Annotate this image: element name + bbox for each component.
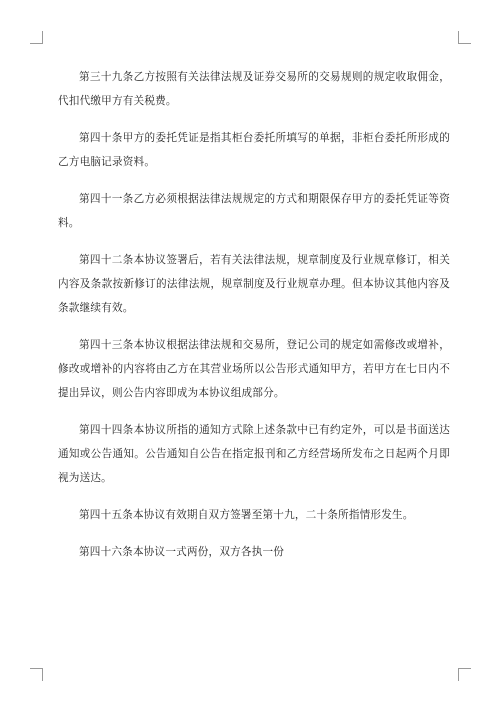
article-42: 第四十二条本协议签署后，若有关法律法规，规章制度及行业规章修订，相关内容及条款按新修订的法律法规，规章制度及行业规章办理。但本协议其他内容及条款继续有效。 (58, 254, 450, 314)
crop-mark-top-right (458, 31, 471, 44)
article-44: 第四十四条本协议所指的通知方式除上述条款中已有约定外，可以是书面送达通知或公告通知。公告通知自公告在指定报刊和乙方经营场所发布之日起两个月即视为送达。 (58, 424, 450, 484)
crop-mark-bottom-right (458, 668, 471, 681)
document-body (58, 65, 450, 577)
crop-mark-top-left (30, 31, 43, 44)
article-46: 第四十六条本协议一式两份，双方各执一份 (79, 546, 285, 558)
article-45: 第四十五条本协议有效期自双方签署至第十九，二十条所指情形发生。 (79, 509, 414, 521)
article-43: 第四十三条本协议根据法律法规和交易所，登记公司的规定如需修改或增补，修改或增补的内容将由乙方在其营业场所以公告形式通知甲方，若甲方在七日内不提出异议，则公告内容即成为本协议组成部分。 (58, 339, 450, 399)
article-41: 第四十一条乙方必须根据法律法规规定的方式和期限保存甲方的委托凭证等资料。 (58, 193, 450, 229)
article-40: 第四十条甲方的委托凭证是指其柜台委托所填写的单据，非柜台委托所形成的乙方电脑记录资料。 (58, 132, 450, 168)
article-39: 第三十九条乙方按照有关法律法规及证券交易所的交易规则的规定收取佣金，代扣代缴甲方有关税费。 (58, 71, 450, 107)
crop-mark-bottom-left (30, 668, 43, 681)
